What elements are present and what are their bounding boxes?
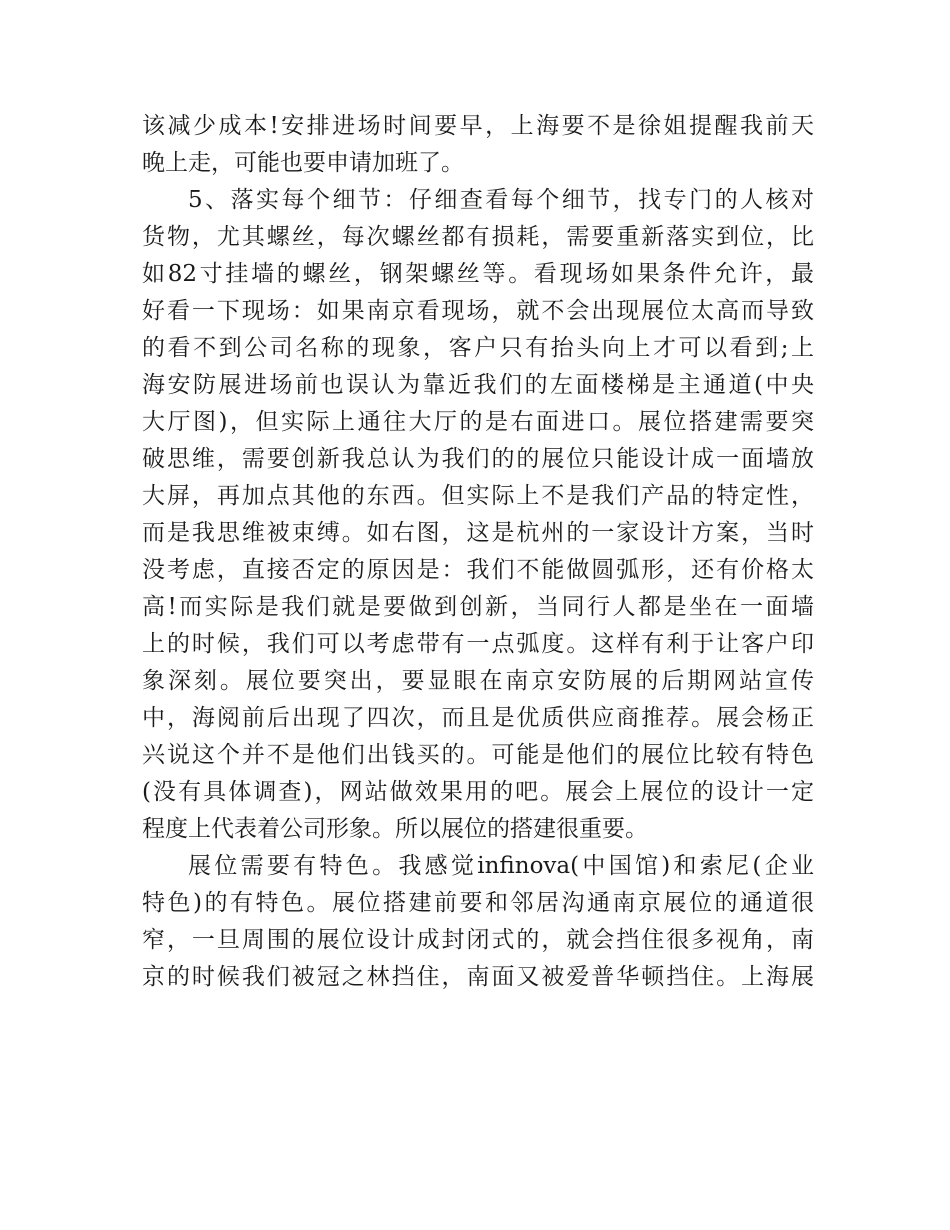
text-line: 好看一下现场：如果南京看现场，就不会出现展位太高而导致 — [142, 298, 814, 324]
text-line: 兴说这个并不是他们出钱买的。可能是他们的展位比较有特色 — [142, 742, 814, 768]
text-line: 大屏，再加点其他的东西。但实际上不是我们产品的特定性， — [142, 483, 814, 509]
text-line: 京的时候我们被冠之林挡住，南面又被爱普华顿挡住。上海展 — [142, 964, 814, 990]
text-line: 货物，尤其螺丝，每次螺丝都有损耗，需要重新落实到位，比 — [142, 224, 814, 250]
paragraph-first-line: 5、落实每个细节：仔细查看每个细节，找专门的人核对 — [188, 187, 814, 213]
text-line: 上的时候，我们可以考虑带有一点弧度。这样有利于让客户印 — [142, 631, 814, 657]
text-line: 海安防展进场前也误认为靠近我们的左面楼梯是主通道(中央 — [142, 372, 814, 398]
text-line: 程度上代表着公司形象。所以展位的搭建很重要。 — [142, 816, 648, 842]
text-line: 中，海阅前后出现了四次，而且是优质供应商推荐。展会杨正 — [142, 705, 814, 731]
text-line: 该减少成本!安排进场时间要早，上海要不是徐姐提醒我前天 — [142, 113, 814, 139]
text-line: 没考虑，直接否定的原因是：我们不能做圆弧形，还有价格太 — [142, 557, 814, 583]
text-line: 窄，一旦周围的展位设计成封闭式的，就会挡住很多视角，南 — [142, 927, 814, 953]
text-line: 大厅图)，但实际上通往大厅的是右面进口。展位搭建需要突 — [142, 409, 814, 435]
paragraph-first-line: 展位需要有特色。我感觉infinova(中国馆)和索尼(企业 — [188, 853, 814, 879]
text-line: 而是我思维被束缚。如右图，这是杭州的一家设计方案，当时 — [142, 520, 814, 546]
text-line: 的看不到公司名称的现象，客户只有抬头向上才可以看到;上 — [142, 335, 814, 361]
text-line: 象深刻。展位要突出，要显眼在南京安防展的后期网站宣传 — [142, 668, 814, 694]
text-line: 晚上走，可能也要申请加班了。 — [142, 150, 464, 176]
text-line: 破思维，需要创新我总认为我们的的展位只能设计成一面墙放 — [142, 446, 814, 472]
body-text — [142, 108, 814, 996]
text-line: 高!而实际是我们就是要做到创新，当同行人都是坐在一面墙 — [142, 594, 814, 620]
text-line: 特色)的有特色。展位搭建前要和邻居沟通南京展位的通道很 — [142, 890, 814, 916]
text-line: (没有具体调查)，网站做效果用的吧。展会上展位的设计一定 — [142, 779, 814, 805]
text-line: 如82寸挂墙的螺丝，钢架螺丝等。看现场如果条件允许，最 — [142, 261, 814, 287]
